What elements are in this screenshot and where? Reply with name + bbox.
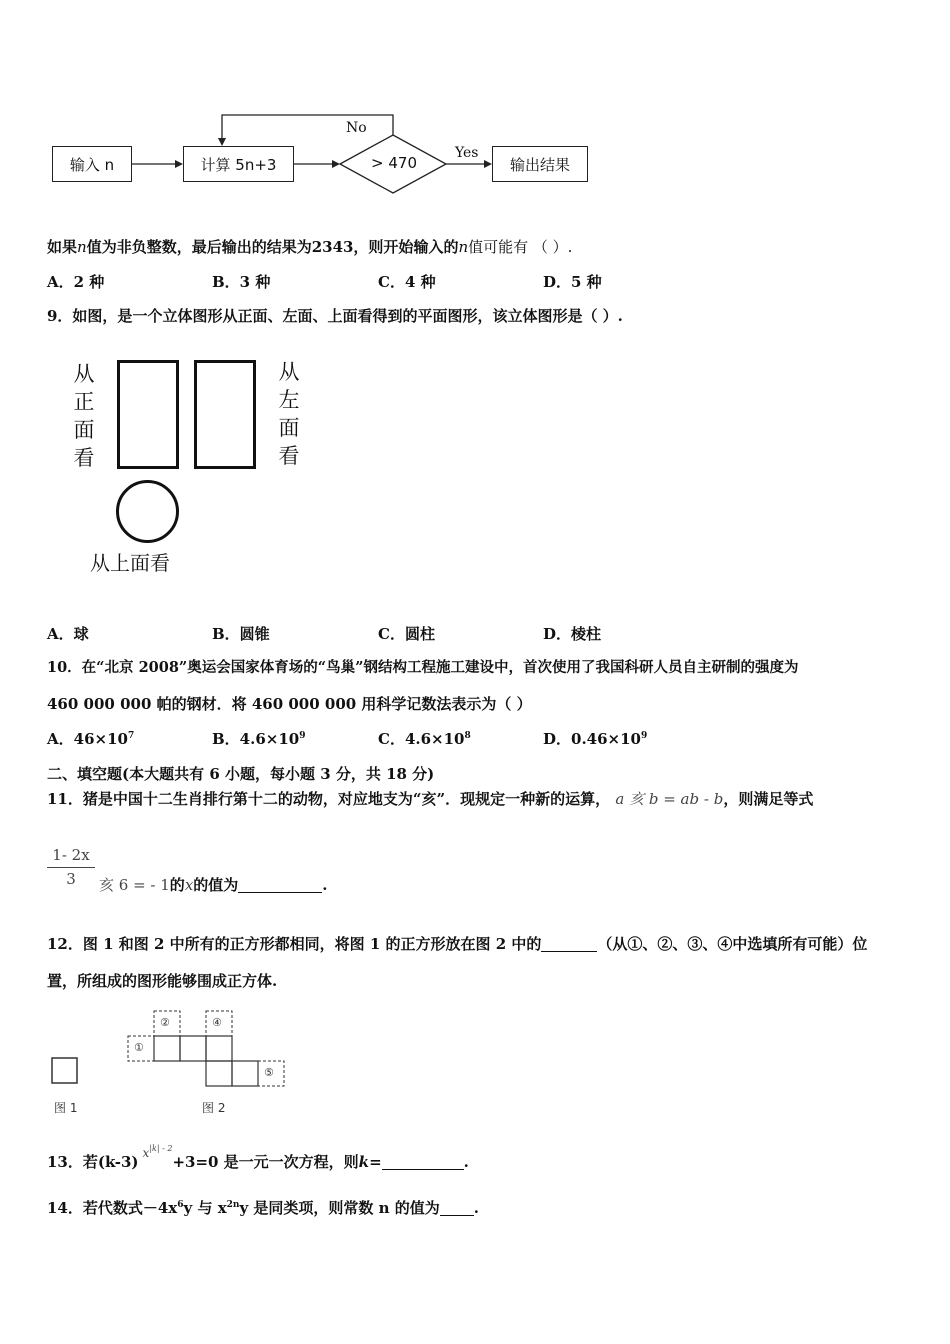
flow-condition-label: > 470 [371, 154, 417, 172]
q10-option-b-exp: 9 [299, 731, 306, 741]
q11-fraction-denominator: 3 [66, 870, 76, 888]
q10-option-d-exp: 9 [640, 731, 648, 741]
q11-answer-blank[interactable] [238, 878, 322, 893]
q12-figures [46, 1005, 296, 1117]
top-view-circle [116, 480, 179, 543]
q9-option-b: B．圆锥 [212, 625, 270, 643]
q9-option-a: A．球 [47, 625, 89, 643]
q13-power-base: x [142, 1146, 150, 1160]
q11-text: 11．猪是中国十二生肖排行第十二的动物，对应地支为“亥”．现规定一种新的运算， [47, 790, 611, 808]
fig1-label: 图 1 [54, 1101, 78, 1115]
q14-text-pre: 14．若代数式－4x [47, 1199, 178, 1217]
left-view-char: 看 [278, 444, 300, 468]
q8-text-post: 值可能有 （ ）. [468, 238, 573, 256]
q10-option-b-label: B．4.6×10 [212, 730, 300, 748]
flow-compute-box [183, 146, 294, 182]
flow-output-box [492, 146, 588, 182]
left-view-rectangle [194, 360, 256, 469]
q11-line1 [47, 788, 813, 809]
q14-stem [47, 1197, 479, 1218]
left-view-char: 面 [278, 416, 300, 440]
marker-4: ④ [212, 1016, 222, 1029]
q14-text-post: y 是同类项，则常数 n 的值为 [239, 1199, 440, 1217]
flow-no-label: No [346, 120, 367, 136]
q10-option-a-label: A．46×10 [47, 730, 128, 748]
q14-end-mark: . [473, 1199, 479, 1217]
q12-text: 12．图 1 和图 2 中所有的正方形都相同，将图 1 的正方形放在图 2 中的 [47, 935, 542, 953]
q11-end-mark: . [322, 876, 328, 894]
fig2-square [232, 1061, 258, 1086]
marker-2: ② [160, 1016, 170, 1029]
q11-var-x: x [184, 876, 194, 894]
q9-option-d: D．棱柱 [543, 625, 602, 643]
front-view-char: 从 [73, 362, 95, 386]
front-view-char: 面 [73, 418, 95, 442]
front-view-rectangle [117, 360, 179, 469]
fig2-square [206, 1061, 232, 1086]
q11-eq-rest-text: 亥 6 = - 1 [99, 876, 170, 894]
q8-option-d: D．5 种 [543, 273, 602, 291]
top-view-label: 从上面看 [90, 551, 170, 575]
marker-1: ① [134, 1041, 144, 1054]
q9-stem: 9．如图，是一个立体图形从正面、左面、上面看得到的平面图形，该立体图形是（ ）. [47, 307, 623, 325]
q13-power-exp: |k| - 2 [149, 1144, 173, 1153]
q8-stem [47, 236, 572, 257]
q8-option-b: B．3 种 [212, 273, 271, 291]
q9-figure [60, 350, 320, 580]
flow-output-label: 输出结果 [509, 155, 570, 174]
q11-text-end2: 的值为 [193, 876, 239, 894]
flowchart [40, 100, 600, 200]
q10-option-c-exp: 8 [464, 731, 471, 741]
q14-exp1: 6 [177, 1200, 184, 1210]
flow-input-box [52, 146, 132, 182]
q10-option-a [47, 728, 134, 749]
q13-power [143, 1146, 173, 1160]
q10-line2: 460 000 000 帕的钢材．将 460 000 000 用科学记数法表示为（ ） [47, 695, 532, 713]
q14-exp2: 2n [226, 1200, 240, 1210]
q13-var-k: k [358, 1153, 370, 1171]
flow-compute-label: 计算 5n+3 [200, 155, 277, 174]
q13-answer-blank[interactable] [382, 1155, 464, 1170]
q10-option-d [543, 728, 647, 749]
q10-option-b [212, 728, 305, 749]
flow-yes-label: Yes [455, 145, 479, 161]
q13-text-post: +3=0 是一元一次方程，则 [172, 1153, 359, 1171]
section2-title: 二、填空题(本大题共有 6 小题，每小题 3 分，共 18 分) [47, 765, 435, 783]
front-view-char: 看 [73, 446, 95, 470]
front-view-label [72, 360, 96, 472]
q11-fraction-numerator: 1- 2x [52, 846, 90, 864]
q8-text-mid: 值为非负整数，最后输出的结果为2343，则开始输入的 [86, 238, 459, 256]
fig1-square [52, 1058, 77, 1083]
q10-option-d-label: D．0.46×10 [543, 730, 641, 748]
flow-input-label: 输入 n [69, 155, 115, 174]
q10-option-c [378, 728, 471, 749]
q8-option-c: C．4 种 [378, 273, 436, 291]
fig2-square [154, 1036, 180, 1061]
fig2-square [206, 1036, 232, 1061]
q14-answer-blank[interactable] [440, 1201, 474, 1216]
q13-equals: = [369, 1153, 382, 1171]
q13-text-pre: 13．若(k-3) [47, 1153, 139, 1171]
left-view-char: 从 [278, 360, 300, 384]
q12-line1 [47, 933, 867, 954]
q13-stem [47, 1144, 469, 1172]
q12-text-end: （从①、②、③、④中选填所有可能）位 [597, 935, 868, 953]
q11-fraction [47, 846, 95, 888]
q8-var-n2: n [458, 238, 469, 256]
q11-op-definition: a 亥 b = ab - b [615, 790, 724, 808]
front-view-char: 正 [73, 390, 95, 414]
fig2-label: 图 2 [202, 1101, 226, 1115]
q10-line1: 10．在“北京 2008”奥运会国家体育场的“鸟巢”钢结构工程施工建设中，首次使用了我国科研人员自主研制的强度为 [47, 659, 799, 676]
q11-fraction-bar [47, 867, 95, 868]
q8-text-pre: 如果 [47, 238, 78, 256]
left-view-char: 左 [278, 388, 300, 412]
marker-5: ⑤ [264, 1066, 274, 1079]
q12-line2: 置，所组成的图形能够围成正方体. [47, 972, 278, 990]
q11-eq-rest [99, 874, 328, 895]
q11-text-end: ，则满足等式 [723, 790, 814, 808]
q8-var-n1: n [77, 238, 87, 256]
q14-text-mid: y 与 x [183, 1199, 227, 1217]
q12-net-diagram [46, 1005, 296, 1117]
q12-answer-blank[interactable] [541, 937, 597, 952]
q8-option-a: A．2 种 [47, 273, 105, 291]
q10-option-c-label: C．4.6×10 [378, 730, 465, 748]
q10-option-a-exp: 7 [127, 731, 135, 741]
q9-option-c: C．圆柱 [378, 625, 435, 643]
q11-text-mid: 的 [169, 876, 185, 894]
q13-end-mark: . [463, 1153, 469, 1171]
left-view-label [277, 358, 301, 470]
fig2-square [180, 1036, 206, 1061]
